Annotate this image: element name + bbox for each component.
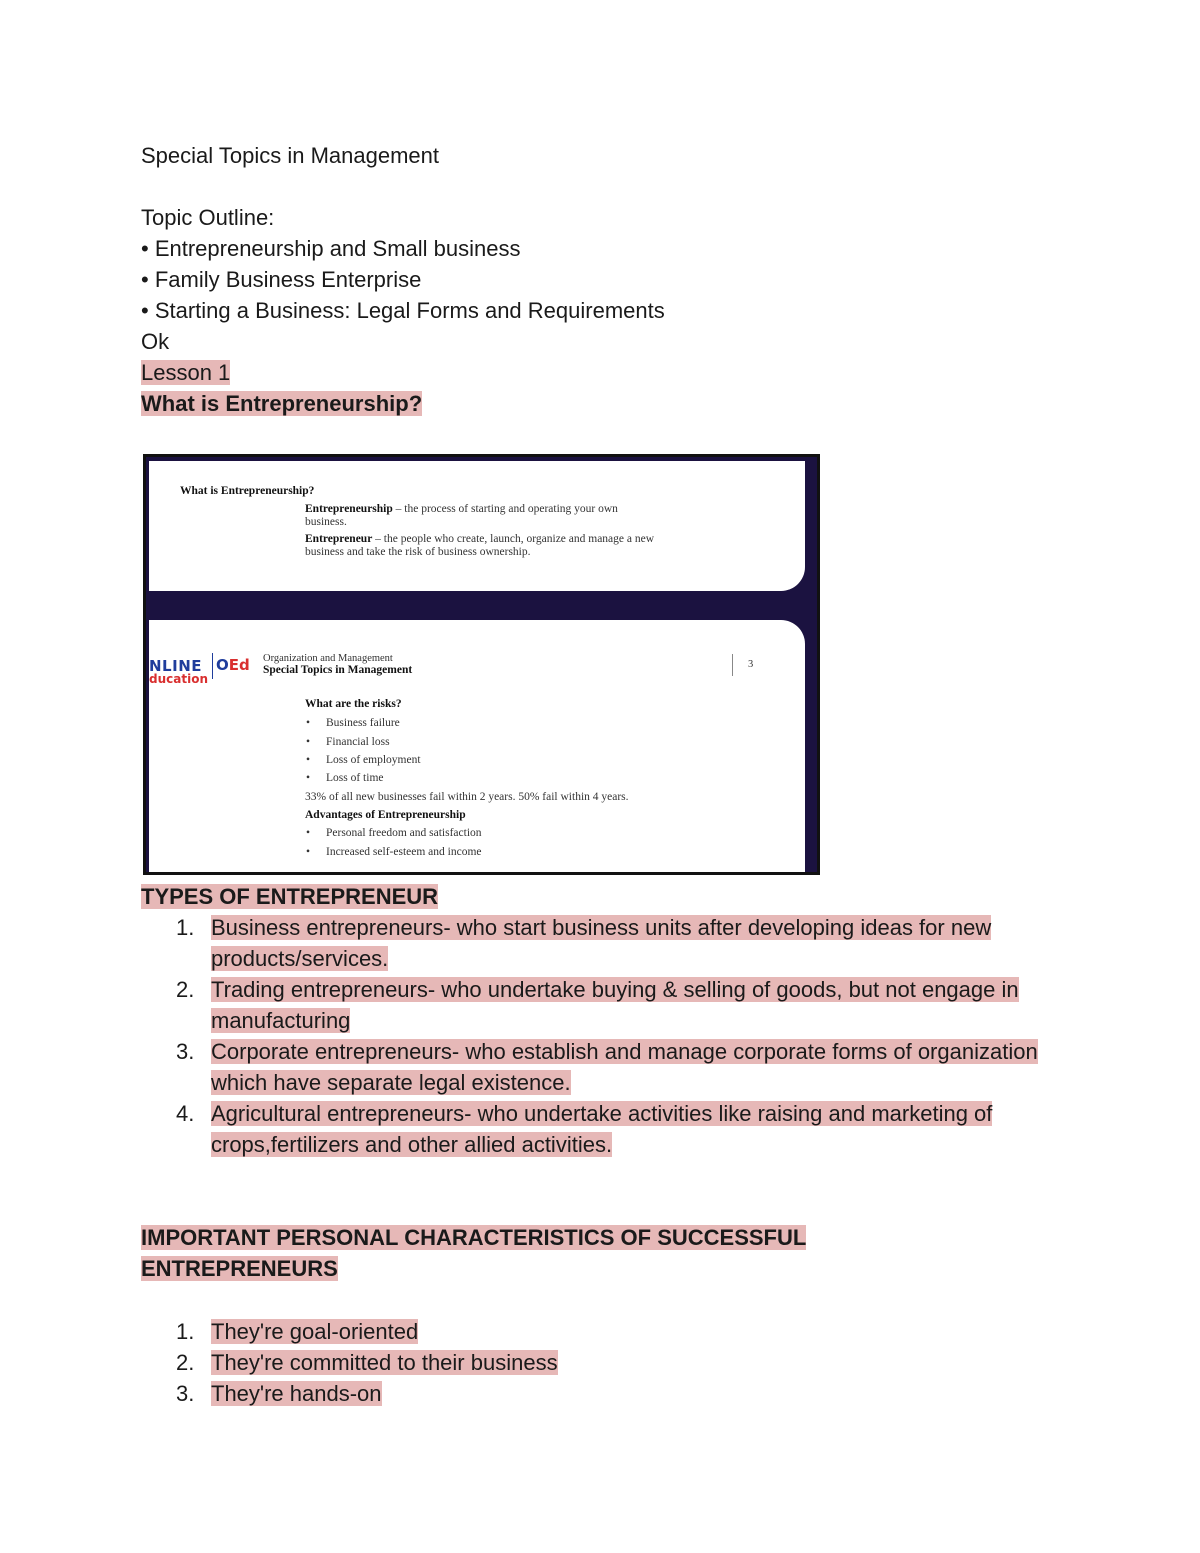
characteristics-heading: IMPORTANT PERSONAL CHARACTERISTICS OF SUCCESSFUL ENTREPRENEURS xyxy=(141,1225,807,1281)
risk-item: • Loss of employment xyxy=(326,753,421,767)
types-heading: TYPES OF ENTREPRENEUR xyxy=(141,884,439,909)
outline-item: • Family Business Enterprise xyxy=(141,267,422,292)
slide-def-1-cont: business. xyxy=(305,516,347,528)
page-divider xyxy=(732,654,733,676)
risk-item: • Business failure xyxy=(326,716,400,730)
ok-text: Ok xyxy=(141,329,170,354)
advantage-item: • Increased self-esteem and income xyxy=(326,845,482,859)
advantage-item: • Personal freedom and satisfaction xyxy=(326,826,482,840)
list-item: 1. They're goal-oriented xyxy=(176,1319,419,1344)
oed-logo: OEd xyxy=(216,656,250,674)
risk-item: • Loss of time xyxy=(326,771,384,785)
slide-def-2-cont: business and take the risk of business ownership. xyxy=(305,546,531,558)
list-item: 2. They're committed to their business xyxy=(176,1350,558,1375)
list-item: 1. Business entrepreneurs- who start business units after developing ideas for new products/services. xyxy=(176,915,992,971)
slide-definition-1 xyxy=(305,502,618,516)
list-item: 2. Trading entrepreneurs- who undertake buying & selling of goods, but not engage in manufacturing xyxy=(176,977,1019,1033)
outline-item: • Entrepreneurship and Small business xyxy=(141,236,521,261)
failure-stat: 33% of all new businesses fail within 2 years. 50% fail within 4 years. xyxy=(305,791,629,803)
slide-panel-top xyxy=(149,461,805,591)
slide-def-2-text: – the people who create, launch, organize and manage a new xyxy=(372,533,655,545)
lesson-title: What is Entrepreneurship? xyxy=(141,391,423,416)
lesson-label: Lesson 1 xyxy=(141,360,231,385)
slide-screenshot xyxy=(143,454,820,875)
characteristics-list xyxy=(141,1316,1071,1409)
advantages-heading: Advantages of Entrepreneurship xyxy=(305,809,466,821)
slide-def-1-text: – the process of starting and operating your own xyxy=(392,503,618,515)
document-title: Special Topics in Management xyxy=(141,143,439,168)
slide-course: Organization and Management xyxy=(263,653,393,664)
outline-item: • Starting a Business: Legal Forms and Requirements xyxy=(141,298,665,323)
risks-heading: What are the risks? xyxy=(305,698,402,710)
list-item: 4. Agricultural entrepreneurs- who undertake activities like raising and marketing of crops,fertilizers and other allied activities. xyxy=(176,1101,993,1157)
list-item: 3. They're hands-on xyxy=(176,1381,382,1406)
slide-term-2: Entrepreneur xyxy=(305,533,373,545)
slide-term-1: Entrepreneurship xyxy=(305,503,393,515)
list-item: 3. Corporate entrepreneurs- who establish and manage corporate forms of organization which have separate legal existence. xyxy=(176,1039,1038,1095)
slide-course-title: Special Topics in Management xyxy=(263,664,413,676)
outline-heading: Topic Outline: xyxy=(141,205,275,230)
online-education-logo: NLINE ducation xyxy=(149,657,208,686)
types-list xyxy=(141,912,1071,1160)
slide-page-number: 3 xyxy=(748,659,754,670)
slide-definition-2 xyxy=(305,532,654,546)
slide-panel-bottom xyxy=(149,620,805,872)
risk-item: • Financial loss xyxy=(326,735,390,749)
slide-heading: What is Entrepreneurship? xyxy=(180,485,315,497)
logo-divider xyxy=(212,653,213,679)
